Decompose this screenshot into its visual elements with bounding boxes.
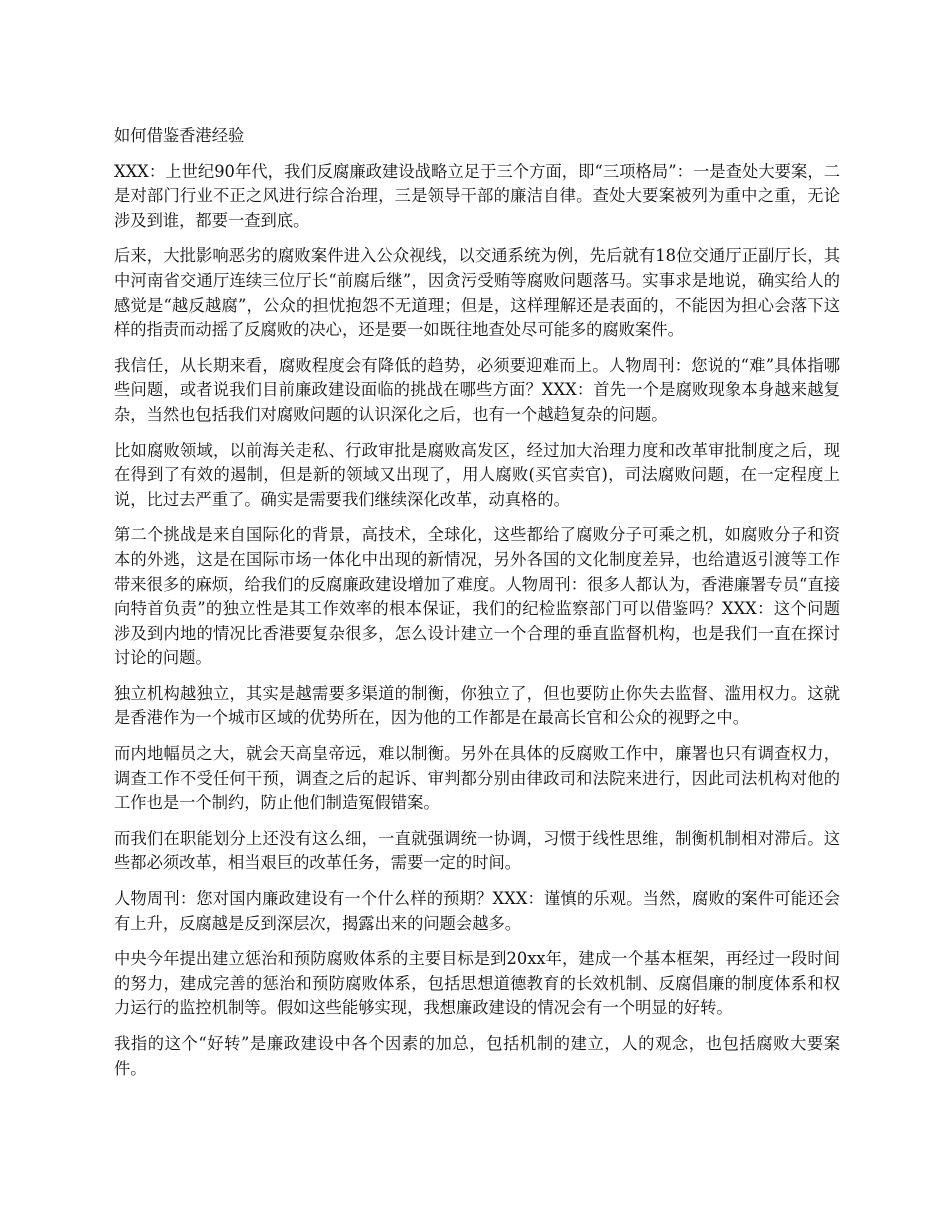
paragraph-5: 第二个挑战是来自国际化的背景，高技术，全球化，这些都给了腐败分子可乘之机，如腐败分子和资本的外逃，这是在国际市场一体化中出现的新情况，另外各国的文化制度差异，也给遣返引渡等工作带来很多的麻烦，给我们的反腐廉政建设增加了难度。人物周刊：很多人都认为，香港廉署专员“直接向特首负责”的独立性是其工作效率的根本保证，我们的纪检监察部门可以借鉴吗？XXX：这个问题涉及到内地的情况比香港要复杂很多，怎么设计建立一个合理的垂直监督机构，也是我们一直在探讨讨论的问题。 [114,525,840,668]
paragraph-4: 比如腐败领域，以前海关走私、行政审批是腐败高发区，经过加大治理力度和改革审批制度之后，现在得到了有效的遏制，但是新的领域又出现了，用人腐败(买官卖官)，司法腐败问题，在一定程度上说，比过去严重了。确实是需要我们继续深化改革，动真格的。 [114,440,840,509]
paragraph-11: 我指的这个“好转”是廉政建设中各个因素的加总，包括机制的建立，人的观念，也包括腐败大要案件。 [114,1034,840,1078]
paragraph-2: 后来，大批影响恶劣的腐败案件进入公众视线，以交通系统为例，先后就有18位交通厅正副厅长，其中河南省交通厅连续三位厅长“前腐后继”，因贪污受贿等腐败问题落马。实事求是地说，确实给人的感觉是“越反越腐”，公众的担忧抱怨不无道理；但是，这样理解还是表面的，不能因为担心会落下这样的指责而动摇了反腐败的决心，还是要一如既往地查处尽可能多的腐败案件。 [114,246,840,340]
paragraph-3: 我信任，从长期来看，腐败程度会有降低的趋势，必须要迎难而上。人物周刊：您说的“难”具体指哪些问题，或者说我们目前廉政建设面临的挑战在哪些方面？XXX：首先一个是腐败现象本身越来越复杂，当然也包括我们对腐败问题的认识深化之后，也有一个越趋复杂的问题。 [114,355,840,424]
document-page [114,124,840,1092]
paragraph-7: 而内地幅员之大，就会天高皇帝远，难以制衡。另外在具体的反腐败工作中，廉署也只有调查权力，调查工作不受任何干预，调查之后的起诉、审判都分别由律政司和法院来进行，因此司法机构对他的工作也是一个制约，防止他们制造冤假错案。 [114,744,840,813]
document-title: 如何借鉴香港经验 [114,126,245,145]
paragraph-8: 而我们在职能划分上还没有这么细，一直就强调统一协调，习惯于线性思维，制衡机制相对滞后。这些都必须改革，相当艰巨的改革任务，需要一定的时间。 [114,828,840,873]
paragraph-1: XXX：上世纪90年代，我们反腐廉政建设战略立足于三个方面，即“三项格局”：一是查处大要案，二是对部门行业不正之风进行综合治理，三是领导干部的廉洁自律。查处大要案被列为重中之重，无论涉及到谁，都要一查到底。 [114,161,840,230]
paragraph-6: 独立机构越独立，其实是越需要多渠道的制衡，你独立了，但也要防止你失去监督、滥用权力。这就是香港作为一个城市区域的优势所在，因为他的工作都是在最高长官和公众的视野之中。 [114,683,840,728]
paragraph-10: 中央今年提出建立惩治和预防腐败体系的主要目标是到20xx年，建成一个基本框架，再经过一段时间的努力，建成完善的惩治和预防腐败体系，包括思想道德教育的长效机制、反腐倡廉的制度体系和权力运行的监控机制等。假如这些能够实现，我想廉政建设的情况会有一个明显的好转。 [114,949,840,1018]
paragraph-9: 人物周刊：您对国内廉政建设有一个什么样的预期？XXX：谨慎的乐观。当然，腐败的案件可能还会有上升，反腐越是反到深层次，揭露出来的问题会越多。 [114,889,840,933]
